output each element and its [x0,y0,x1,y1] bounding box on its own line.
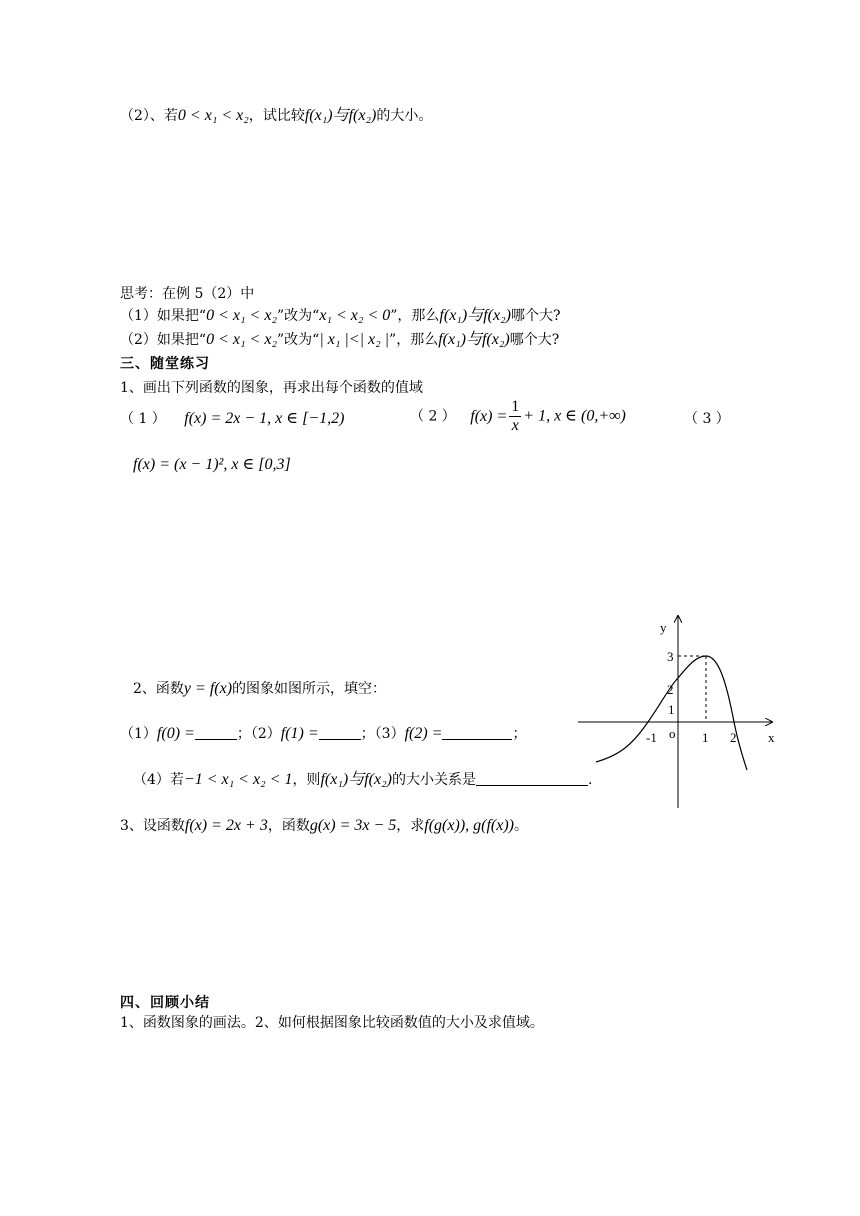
text: 3、设函数 [120,818,185,834]
formula: f(1) = [280,725,319,742]
practice-2-blanks [120,724,526,744]
text: （1）如果把“ [120,308,207,324]
formula: x₁ < x₂ < 0 [319,307,391,324]
formula: | x₁ |<| x₂ | [319,331,390,348]
summary-text: 1、函数图象的画法。2、如何根据图象比较函数值的大小及求值域。 [120,1015,544,1031]
text: 哪个大? [509,332,560,348]
text: 。 [514,818,528,834]
function-graph [570,610,785,810]
formula: 0 < x₁ < x₂ [206,331,277,348]
formula: f(x) = (x − 1)², x ∈ [0,3] [133,456,291,473]
text: 的大小关系是 [391,772,476,788]
x-tick-label: -1 [646,730,657,745]
x-tick-label: 2 [730,730,737,745]
formula: y = f(x) [183,680,233,697]
fraction-denominator: x [511,417,519,434]
formula: f(g(x)), g(f(x)) [424,817,514,834]
origin-label: o [669,726,676,741]
practice-1-item-1 [120,409,344,429]
y-axis-label: y [660,620,667,635]
item-label: ；（2） [236,726,281,742]
text: ”，那么 [389,332,439,348]
fraction-numerator: 1 [511,398,520,415]
practice-1-item-3 [133,455,291,475]
formula: f(x) = 2x − 1, x ∈ [−1,2) [184,410,345,427]
text: ，求 [396,818,425,834]
answer-blank[interactable] [442,725,512,740]
section-4-title: 四、回顾小结 [120,995,210,1011]
formula: f(2) = [404,725,443,742]
formula-rhs: + 1, x ∈ (0,+∞) [523,407,626,425]
item-label: （ 2 ） [410,408,456,425]
condition-formula: 0 < x₁ < x₂ [177,107,249,124]
formula: g(x) = 3x − 5 [309,817,397,834]
formula: f(x₁)与f(x₂) [438,331,510,348]
text: ，函数 [267,818,310,834]
practice-2-intro [133,679,386,699]
formula: −1 < x₁ < x₂ < 1 [183,771,293,788]
practice-1-intro: 1、画出下列函数的图象，再求出每个函数的值域 [120,380,423,396]
text: . [587,772,593,788]
practice-2-question-4 [133,770,592,790]
formula: f(x₁)与f(x₂) [439,307,511,324]
answer-blank[interactable] [319,725,361,740]
text: ”，那么 [390,308,440,324]
text: （2）、若 [120,108,178,124]
x-tick-label: 1 [702,730,709,745]
think-question-2 [120,330,559,350]
y-tick-label: 1 [668,702,675,717]
text: （4）若 [133,772,184,788]
text: ，试比较 [248,108,305,124]
x-axis-label: x [768,730,775,745]
text: ，则 [292,772,321,788]
text: ； [512,726,527,742]
practice-1-item-2 [410,398,626,444]
text: ”改为“ [277,308,320,324]
text: （2）如果把“ [120,332,207,348]
y-tick-label: 3 [667,649,674,664]
practice-1-item-3-label: （ 3 ） [684,411,730,427]
item-label: （ 1 ） [120,411,166,427]
compare-formula: f(x₁)与f(x₂) [304,107,377,124]
formula: f(0) = [156,725,195,742]
example5-question-2 [120,106,432,126]
text: 的大小。 [376,108,433,124]
y-tick-label: 2 [667,682,674,697]
think-question-1 [120,306,560,326]
think-title: 思考：在例 5（2）中 [120,286,255,302]
answer-blank[interactable] [195,725,237,740]
section-3-title: 三、随堂练习 [120,356,210,372]
text: 的图象如图所示，填空： [232,681,387,697]
practice-3 [120,816,528,836]
item-label: （1） [120,726,157,742]
item-label: ；（3） [360,726,405,742]
text: ”改为“ [277,332,320,348]
formula-lhs: f(x) = [470,407,508,425]
text: 2、函数 [133,681,184,697]
fraction [509,398,521,435]
formula: f(x₁)与f(x₂) [320,771,392,788]
formula: f(x) = 2x + 3 [184,817,268,834]
text: 哪个大? [510,308,561,324]
formula: 0 < x₁ < x₂ [206,307,277,324]
